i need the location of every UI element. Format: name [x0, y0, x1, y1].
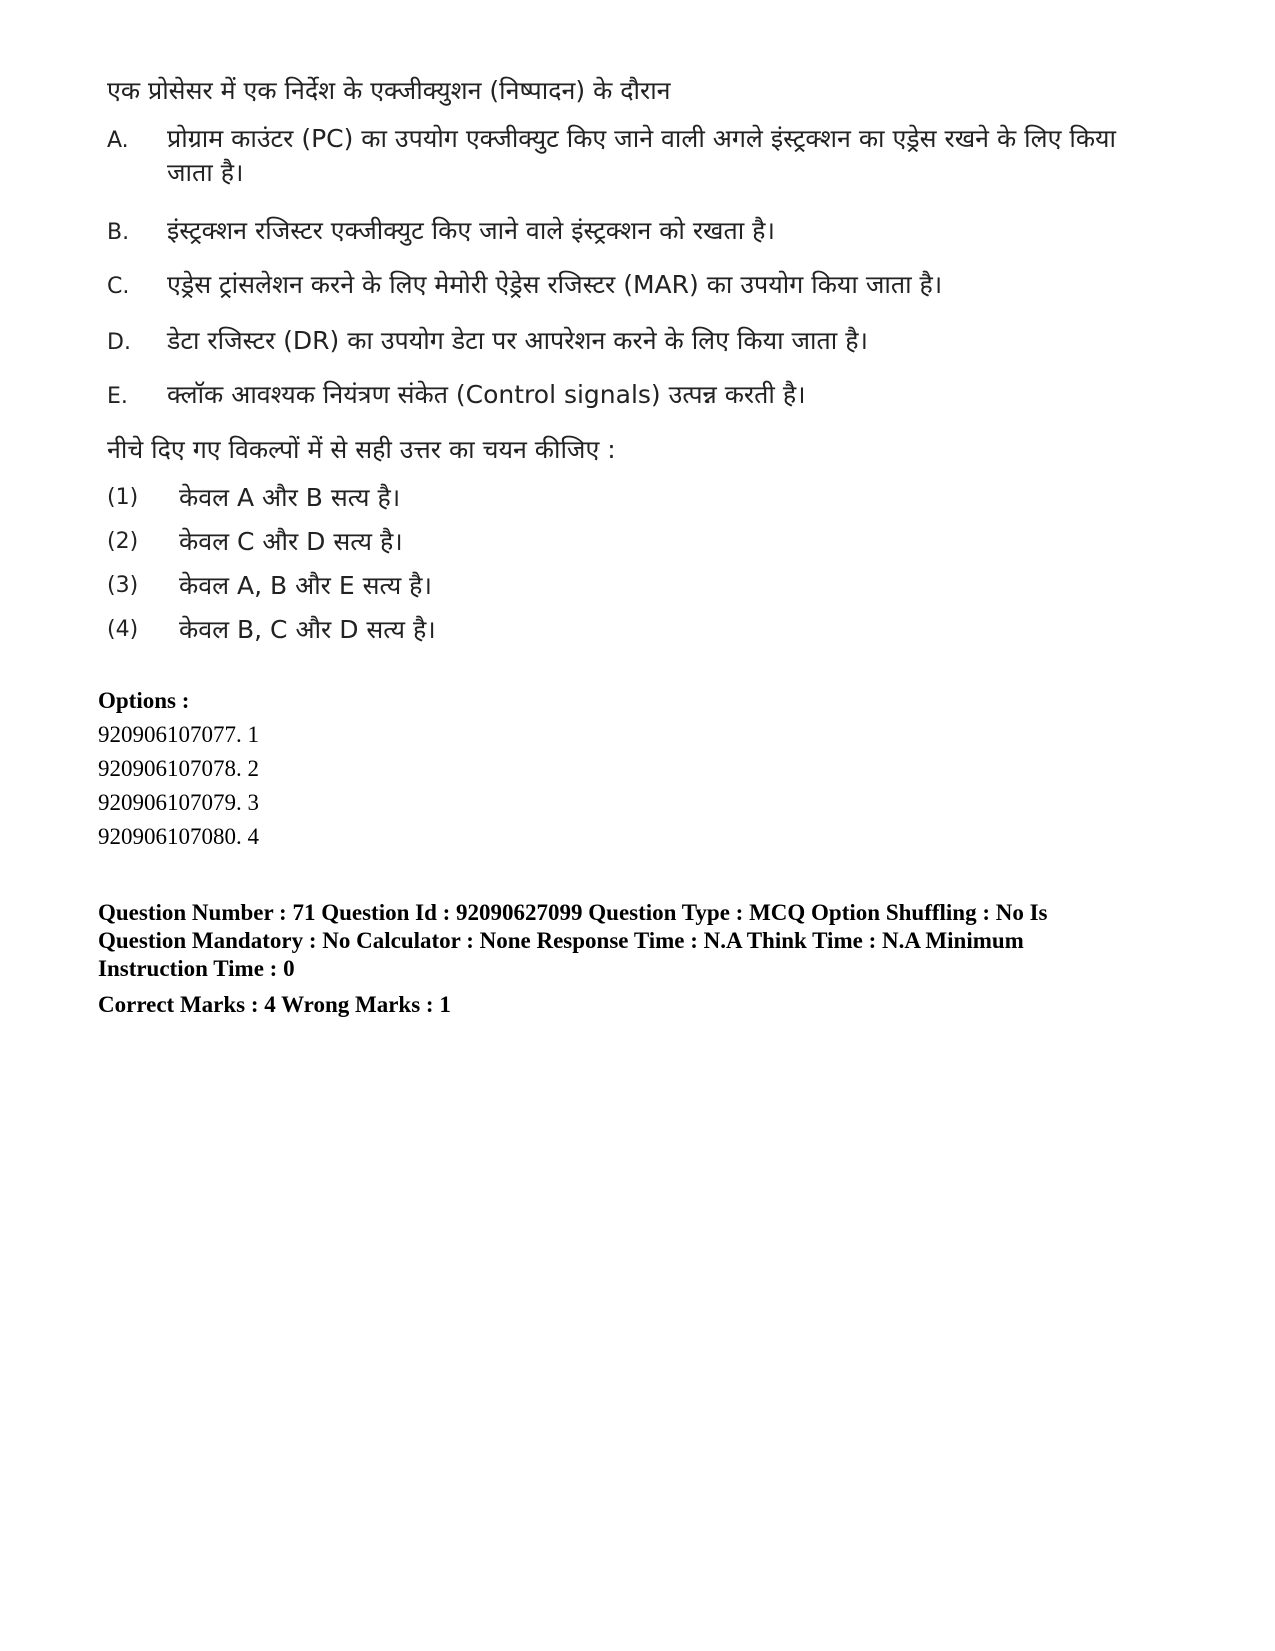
statement-d — [107, 324, 1137, 378]
answer-choice-2 — [107, 522, 1137, 566]
statement-text: एड्रेस ट्रांसलेशन करने के लिए मेमोरी ऐड्रेस रजिस्टर (MAR) का उपयोग किया जाता है। — [167, 270, 943, 299]
statement-text: प्रोग्राम काउंटर (PC) का उपयोग एक्जीक्युट किए जाने वाली अगले इंस्ट्रक्शन का एड्रेस रखने के लिए किया जाता है। — [167, 124, 1116, 187]
statement-letter: A. — [107, 128, 129, 153]
choice-number: (1) — [107, 485, 139, 510]
metadata-line: Instruction Time : 0 — [98, 956, 295, 981]
statement-letter: E. — [107, 384, 128, 409]
metadata-line: Question Mandatory : No Calculator : None Response Time : N.A Think Time : N.A Minimum — [98, 928, 1024, 953]
statement-b — [107, 214, 1137, 268]
choose-prompt: नीचे दिए गए विकल्पों में से सही उत्तर का चयन कीजिए : — [107, 435, 616, 464]
option-item: 920906107078. 2 — [98, 756, 259, 781]
option-item: 920906107077. 1 — [98, 722, 259, 747]
choice-text: केवल A और B सत्य है। — [179, 483, 401, 512]
choice-text: केवल B, C और D सत्य है। — [179, 615, 436, 644]
choice-number: (3) — [107, 573, 139, 598]
question-intro: एक प्रोसेसर में एक निर्देश के एक्जीक्युशन (निष्पादन) के दौरान — [107, 76, 671, 105]
statement-letter: B. — [107, 220, 130, 245]
question-metadata — [98, 899, 1158, 1019]
statement-letter: D. — [107, 330, 131, 355]
statement-letter: C. — [107, 274, 130, 299]
option-item: 920906107080. 4 — [98, 824, 259, 849]
choice-number: (2) — [107, 529, 139, 554]
answer-choice-4 — [107, 610, 1137, 654]
statement-a — [107, 122, 1137, 214]
choice-text: केवल A, B और E सत्य है। — [179, 571, 432, 600]
statement-c — [107, 268, 1137, 324]
choice-text: केवल C और D सत्य है। — [179, 527, 403, 556]
answer-choice-1 — [107, 478, 1137, 522]
marks-line: Correct Marks : 4 Wrong Marks : 1 — [98, 992, 451, 1017]
statement-text: इंस्ट्रक्शन रजिस्टर एक्जीक्युट किए जाने वाले इंस्ट्रक्शन को रखता है। — [167, 216, 775, 245]
statement-e — [107, 378, 1137, 430]
question-body — [107, 68, 1137, 654]
statement-text: क्लॉक आवश्यक नियंत्रण संकेत (Control signals) उत्पन्न करती है। — [167, 380, 806, 409]
option-item: 920906107079. 3 — [98, 790, 259, 815]
options-heading: Options : — [98, 688, 190, 713]
options-list — [98, 684, 259, 854]
statement-text: डेटा रजिस्टर (DR) का उपयोग डेटा पर आपरेशन करने के लिए किया जाता है। — [167, 326, 868, 355]
metadata-line: Question Number : 71 Question Id : 92090627099 Question Type : MCQ Option Shuffling : No Is — [98, 900, 1048, 925]
answer-choice-3 — [107, 566, 1137, 610]
choice-number: (4) — [107, 617, 139, 642]
